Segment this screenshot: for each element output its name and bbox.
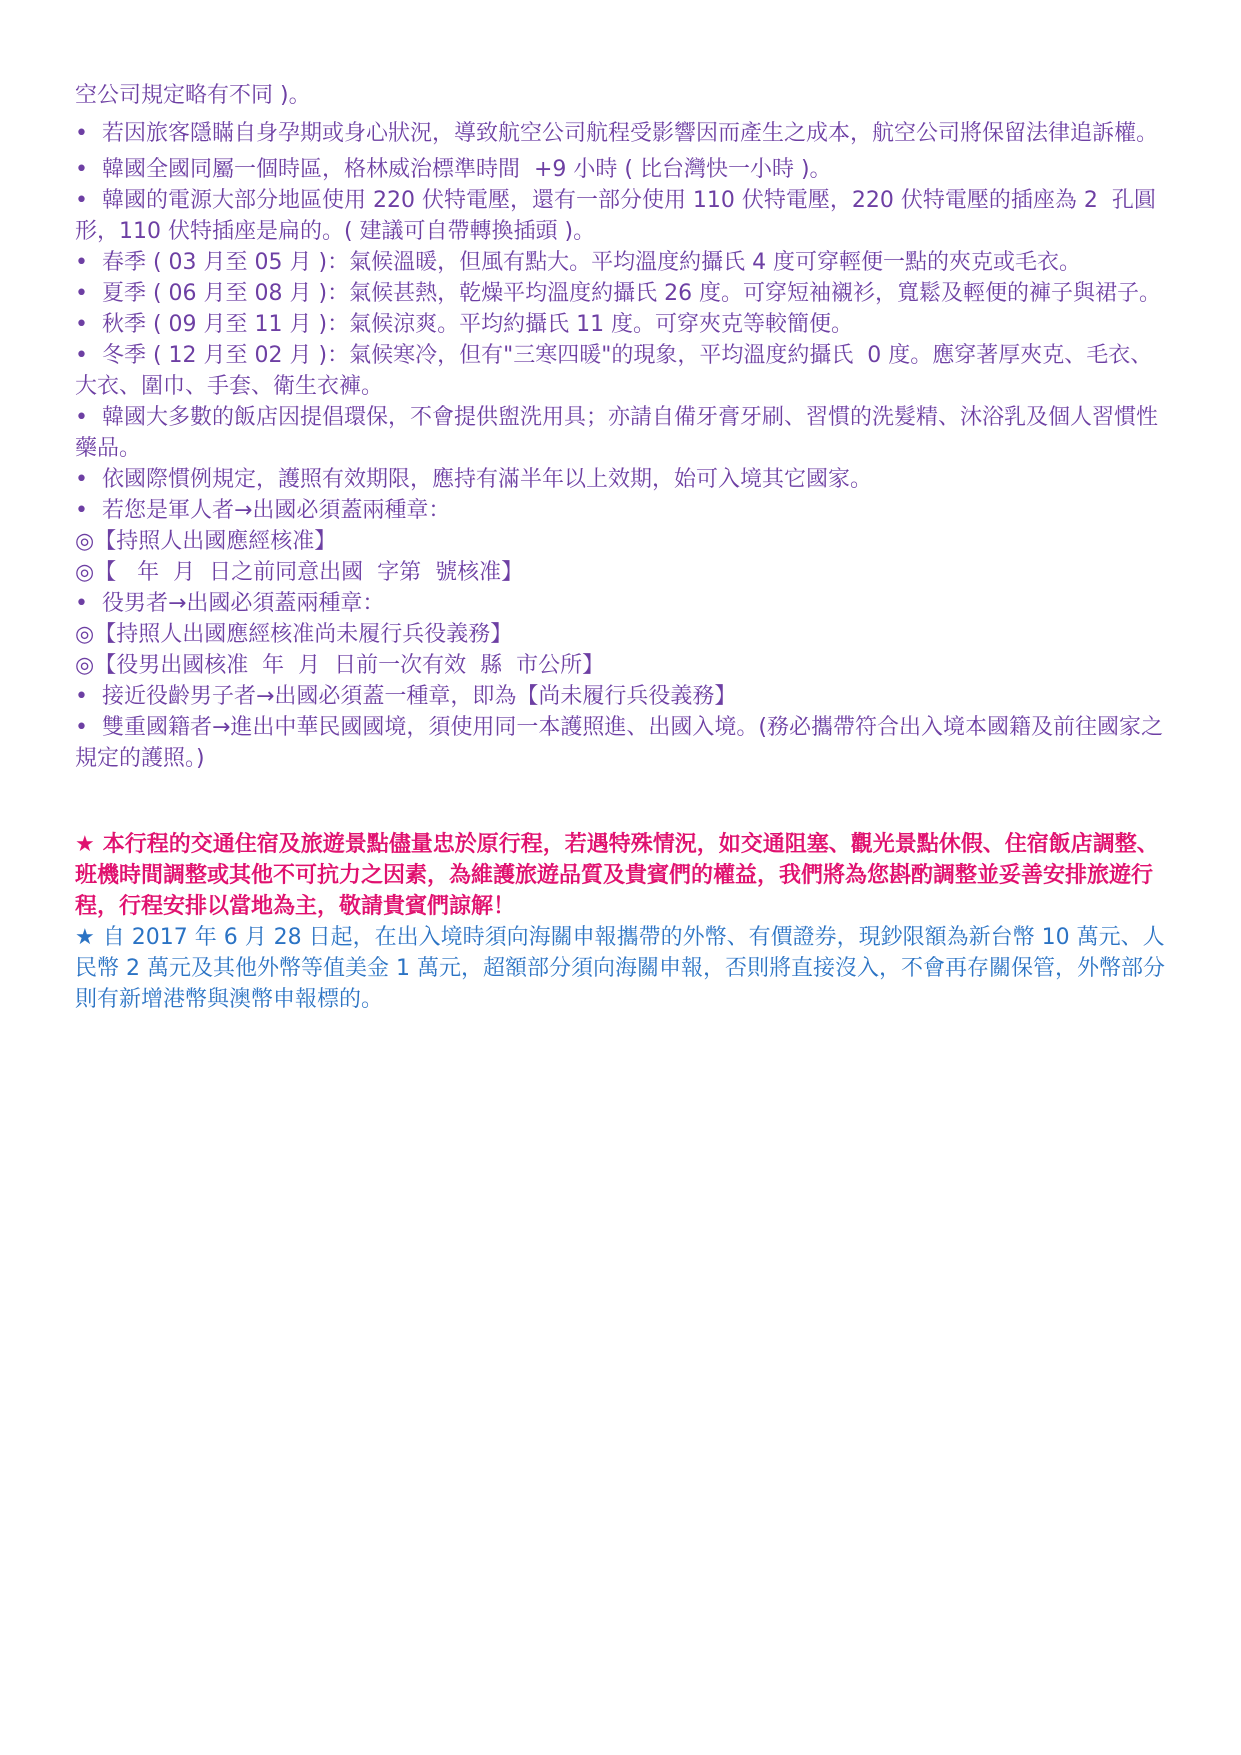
- note-passport-validity: • 依國際慣例規定，護照有效期限，應持有滿半年以上效期，始可入境其它國家。: [75, 467, 872, 492]
- note-conscript-stamp-1: ◎【持照人出國應經核准尚未履行兵役義務】: [75, 622, 513, 647]
- section-spacer: [75, 774, 1170, 829]
- note-military-stamp-1: ◎【持照人出國應經核准】: [75, 529, 337, 554]
- note-airline-rules-tail: 空公司規定略有不同 )。: [75, 83, 311, 108]
- star-icon: ★: [75, 832, 95, 857]
- note-season-summer: • 夏季 ( 06 月至 08 月 )：氣候甚熱，乾燥平均溫度約攝氏 26 度。可穿短袖襯衫，寬鬆及輕便的褲子與裙子。: [75, 281, 1162, 306]
- note-conscript-stamps: • 役男者→出國必須蓋兩種章：: [75, 591, 385, 616]
- note-conscript-stamp-2: ◎【役男出國核准 年 月 日前一次有效 縣 市公所】: [75, 653, 605, 678]
- note-time-zone: • 韓國全國同屬一個時區，格林威治標準時間 +9 小時 ( 比台灣快一小時 )。: [75, 157, 832, 182]
- note-hotel-toiletries: • 韓國大多數的飯店因提倡環保，不會提供盥洗用具；亦請自備牙膏牙刷、習慣的洗髮精、沐浴乳及個人習慣性藥品。: [75, 405, 1158, 461]
- star-icon: ★: [75, 925, 95, 950]
- currency-notice-text: 自 2017 年 6 月 28 日起，在出入境時須向海關申報攜帶的外幣、有價證券，現鈔限額為新台幣 10 萬元、人民幣 2 萬元及其他外幣等值美金 1 萬元，超額部分須向海關申報，否則將直接沒入，不會再存關保管，外幣部分則有新增港幣與澳幣申報標的。: [75, 925, 1165, 1012]
- note-near-conscription-age: • 接近役齡男子者→出國必須蓋一種章，即為【尚未履行兵役義務】: [75, 684, 737, 709]
- travel-notes-page: [75, 80, 1170, 1015]
- note-season-spring: • 春季 ( 03 月至 05 月 )：氣候溫暖，但風有點大。平均溫度約攝氏 4 度可穿輕便一點的夾克或毛衣。: [75, 250, 1082, 275]
- note-season-winter: • 冬季 ( 12 月至 02 月 )：氣候寒冷，但有"三寒四暖"的現象，平均溫度約攝氏 0 度。應穿著厚夾克、毛衣、大衣、圍巾、手套、衛生衣褲。: [75, 343, 1153, 399]
- note-pregnancy-disclosure: • 若因旅客隱瞞自身孕期或身心狀況，導致航空公司航程受影響因而產生之成本，航空公司將保留法律追訴權。: [75, 121, 1158, 146]
- note-season-autumn: • 秋季 ( 09 月至 11 月 )：氣候涼爽。平均約攝氏 11 度。可穿夾克等較簡便。: [75, 312, 854, 337]
- note-military-stamps: • 若您是軍人者→出國必須蓋兩種章：: [75, 498, 451, 523]
- note-military-stamp-2: ◎【 年 月 日之前同意出國 字第 號核准】: [75, 560, 524, 585]
- currency-declaration-notice: [75, 922, 1170, 1015]
- itinerary-notice: [75, 829, 1170, 922]
- note-power-voltage: • 韓國的電源大部分地區使用 220 伏特電壓，還有一部分使用 110 伏特電壓，220 伏特電壓的插座為 2 孔圓形，110 伏特插座是扁的。( 建議可自帶轉換插頭 )。: [75, 188, 1156, 244]
- note-dual-nationality: • 雙重國籍者→進出中華民國國境，須使用同一本護照進、出國入境。(務必攜帶符合出入境本國籍及前往國家之規定的護照。): [75, 715, 1163, 771]
- itinerary-notice-text: 本行程的交通住宿及旅遊景點儘量忠於原行程，若遇特殊情況，如交通阻塞、觀光景點休假、住宿飯店調整、班機時間調整或其他不可抗力之因素，為維護旅遊品質及貴賓們的權益，我們將為您斟酌調整並妥善安排旅遊行程，行程安排以當地為主，敬請貴賓們諒解！: [75, 832, 1159, 919]
